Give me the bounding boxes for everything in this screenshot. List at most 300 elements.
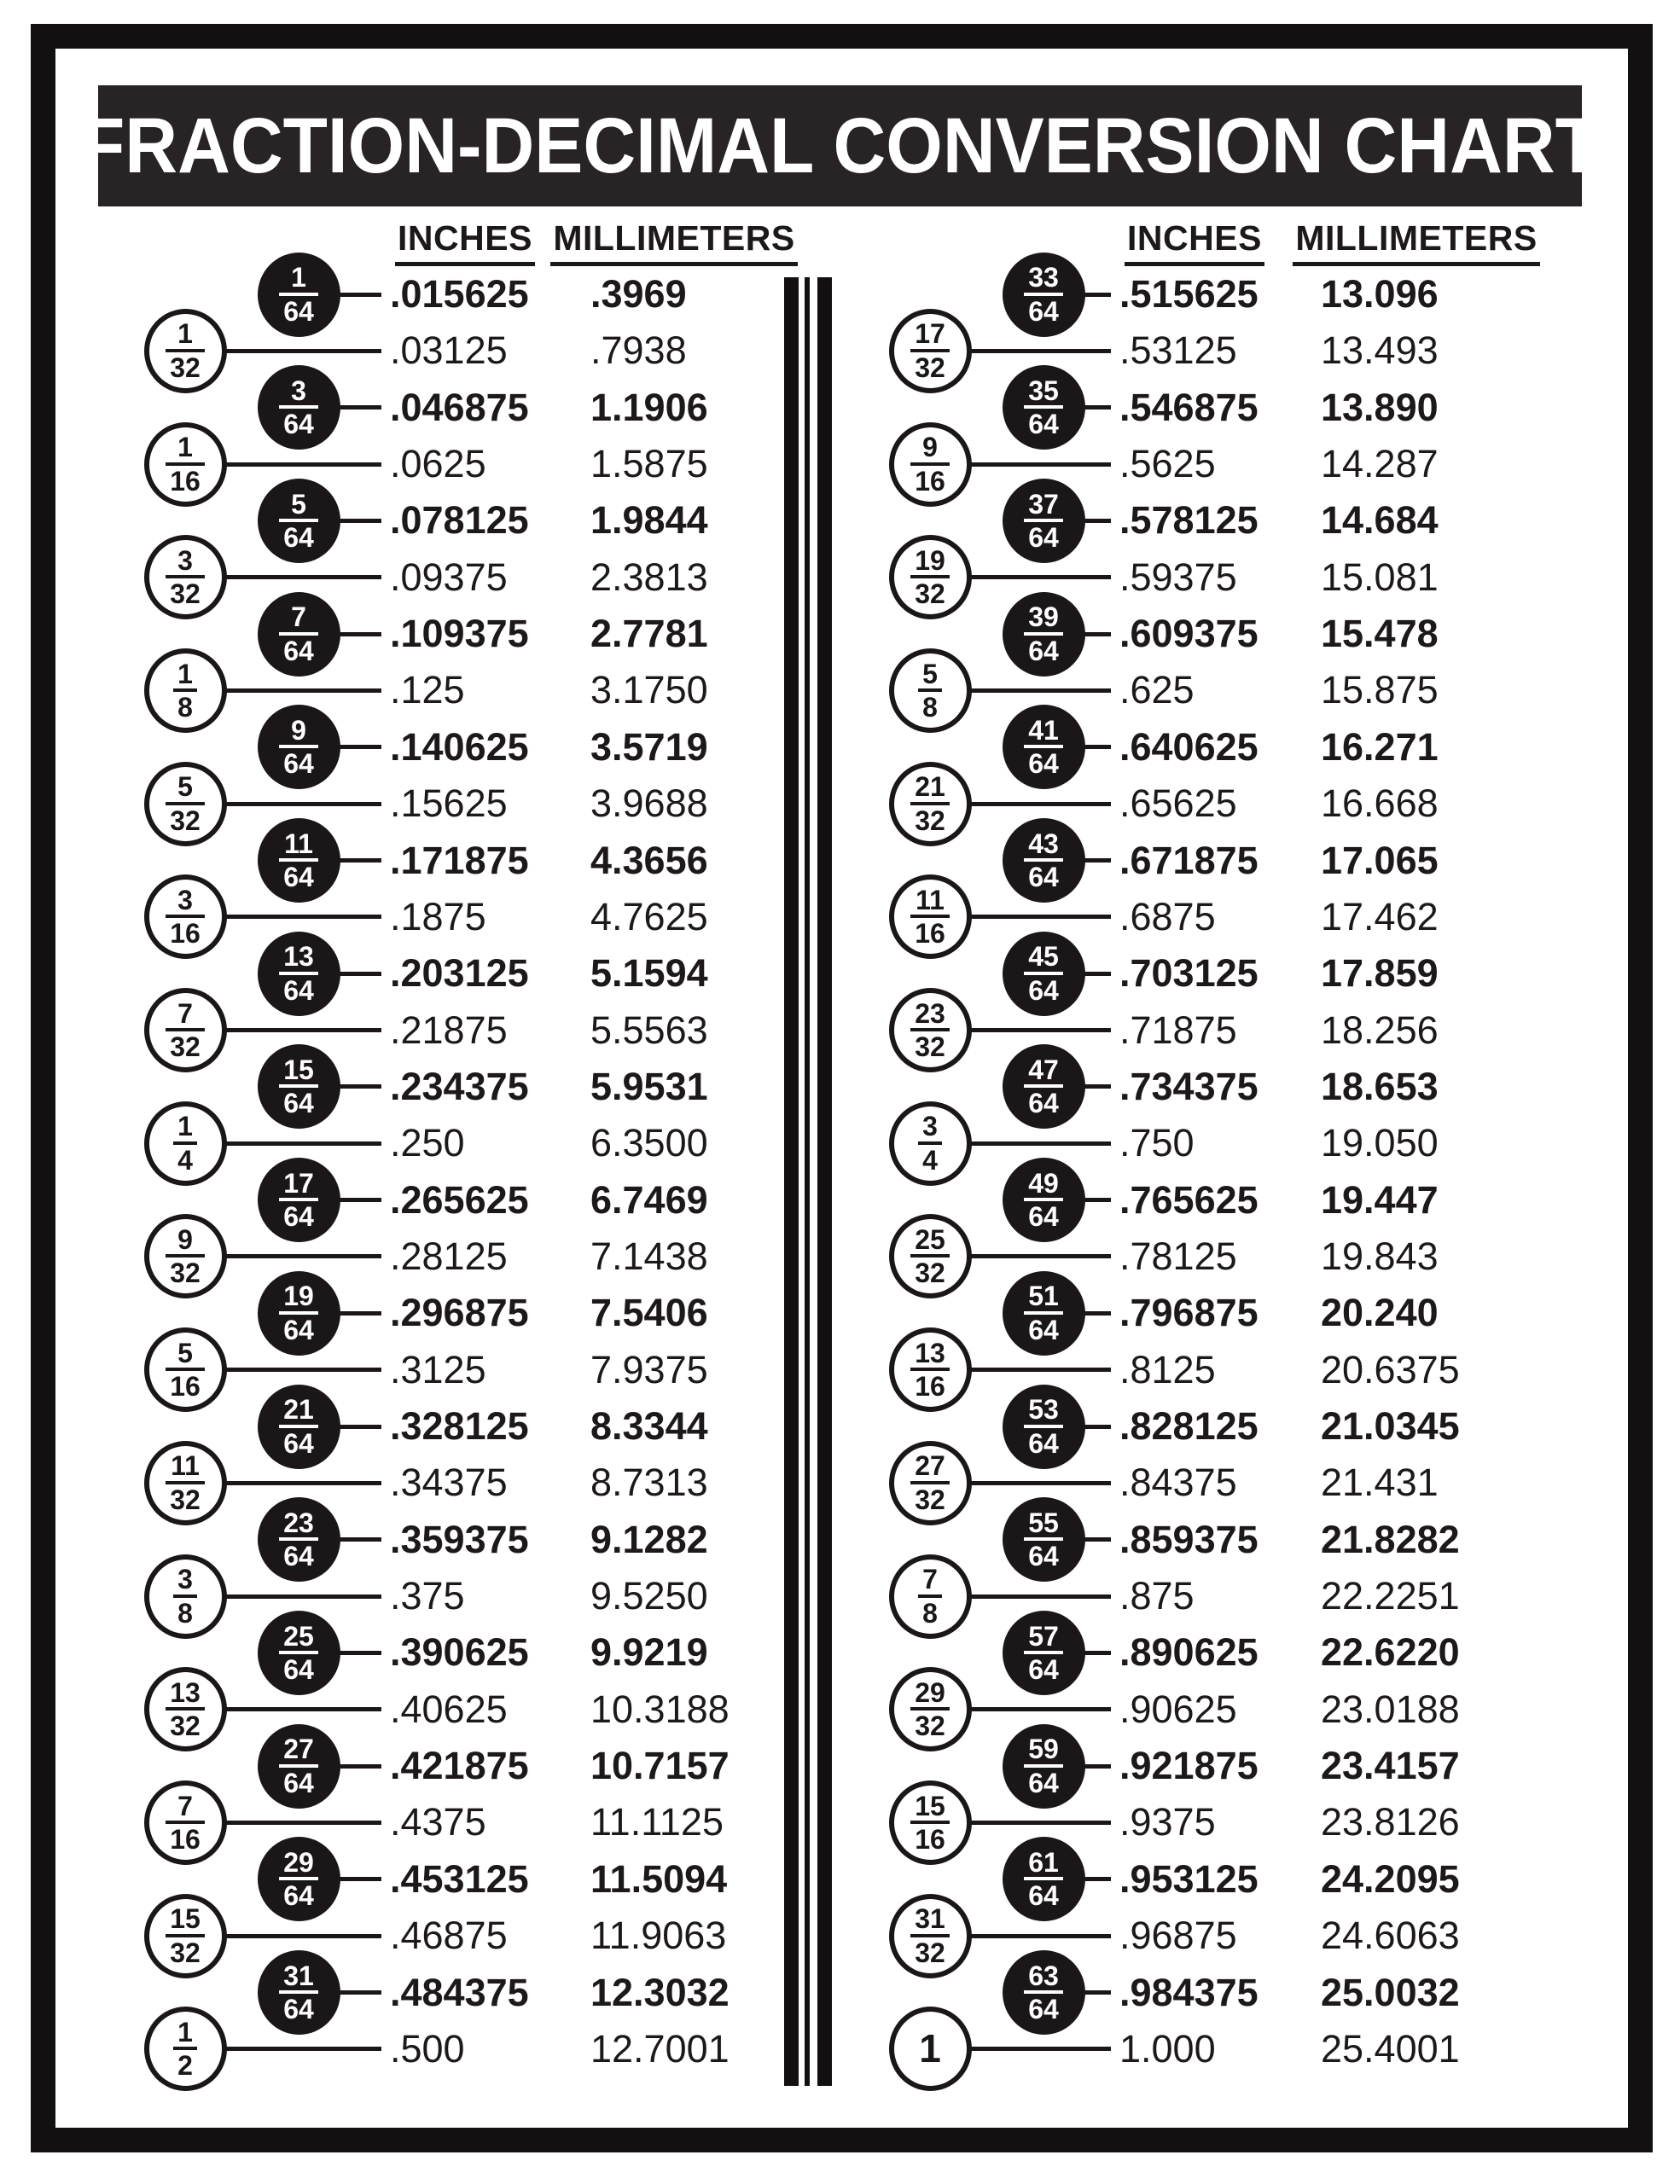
- fraction-circle: [258, 1044, 340, 1129]
- fraction-denominator: 32: [166, 1481, 205, 1513]
- fraction-label: [1024, 1736, 1063, 1796]
- leader-line: [224, 802, 382, 806]
- inches-value: .750: [1119, 1121, 1195, 1165]
- fraction-numerator: 15: [170, 1903, 201, 1935]
- fraction-numerator: 21: [915, 771, 945, 803]
- leader-line: [968, 802, 1112, 806]
- mm-value: 5.1594: [590, 951, 708, 996]
- leader-line: [224, 688, 382, 693]
- fraction-numerator: 25: [283, 1620, 314, 1652]
- inches-value: .4375: [390, 1800, 486, 1844]
- fraction-circle: [144, 648, 227, 733]
- fraction-label: [166, 1903, 205, 1968]
- fraction-label: [910, 318, 950, 383]
- inches-value: .250: [390, 1121, 465, 1165]
- fraction-numerator: 5: [291, 488, 306, 520]
- fraction-denominator: 64: [279, 972, 318, 1003]
- mm-value: 20.240: [1321, 1291, 1439, 1335]
- inches-value: .34375: [390, 1461, 508, 1505]
- inches-value: .234375: [390, 1064, 529, 1108]
- fraction-numerator: 19: [283, 1281, 314, 1312]
- fraction-label: [166, 771, 205, 836]
- fraction-denominator: 16: [910, 462, 950, 494]
- fraction-label: [1024, 375, 1063, 440]
- fraction-label: [1024, 1394, 1063, 1459]
- fraction-label: [166, 1450, 205, 1515]
- leader-line: [968, 1821, 1112, 1825]
- fraction-circle: [258, 818, 340, 903]
- fraction-numerator: 7: [177, 1790, 193, 1821]
- fraction-label: [1024, 1167, 1063, 1233]
- fraction-label: [1024, 1620, 1063, 1685]
- leader-line: [337, 1537, 382, 1542]
- mm-value: 10.7157: [590, 1744, 730, 1788]
- leader-line: [337, 972, 382, 976]
- leader-line: [968, 1594, 1112, 1599]
- inches-value: .546875: [1119, 385, 1259, 429]
- leader-line: [224, 1481, 382, 1485]
- fraction-label: [166, 432, 205, 497]
- inches-value: .40625: [390, 1687, 508, 1731]
- leader-line: [1082, 1311, 1112, 1316]
- leader-line: [1082, 1198, 1112, 1202]
- fraction-circle: [144, 1780, 227, 1865]
- fraction-circle: [1003, 818, 1085, 903]
- fraction-circle: [258, 1385, 340, 1469]
- fraction-denominator: 8: [918, 1594, 942, 1626]
- mm-value: 15.875: [1321, 668, 1439, 712]
- fraction-numerator: 49: [1028, 1167, 1059, 1199]
- leader-line: [337, 1198, 382, 1202]
- fraction-numerator: 33: [1028, 262, 1059, 293]
- fraction-numerator: 7: [291, 601, 306, 633]
- fraction-circle: [144, 309, 227, 393]
- fraction-label: [910, 1224, 950, 1289]
- leader-line: [224, 349, 382, 353]
- leader-line: [337, 1990, 382, 1995]
- fraction-circle: [889, 422, 972, 507]
- leader-line: [1082, 293, 1112, 297]
- fraction-numerator: 17: [915, 318, 945, 350]
- leader-line: [224, 915, 382, 919]
- leader-line: [1082, 405, 1112, 410]
- mm-value: 22.6220: [1321, 1630, 1460, 1675]
- fraction-denominator: 64: [1024, 293, 1063, 324]
- leader-line: [224, 1821, 382, 1825]
- inches-value: .171875: [390, 838, 529, 882]
- mm-value: 19.050: [1321, 1121, 1439, 1165]
- leader-line: [337, 405, 382, 410]
- fraction-numerator: 23: [283, 1507, 314, 1538]
- fraction-numerator: 13: [170, 1676, 201, 1708]
- mm-value: 7.5406: [590, 1291, 708, 1335]
- fraction-circle: [1003, 1837, 1085, 1921]
- mm-value: 23.0188: [1321, 1687, 1460, 1731]
- mm-value: 3.9688: [590, 781, 708, 826]
- mm-value: 18.256: [1321, 1008, 1439, 1052]
- inches-value: .0625: [390, 442, 486, 486]
- inches-value: .328125: [390, 1404, 529, 1448]
- fraction-circle: [144, 1894, 227, 1978]
- inches-value: .46875: [390, 1914, 508, 1958]
- fraction-label: [166, 1224, 205, 1289]
- inches-value: .59375: [1119, 555, 1237, 599]
- mm-value: 1.9844: [590, 498, 708, 543]
- mm-value: 1.1906: [590, 385, 708, 429]
- inches-value: .015625: [390, 272, 529, 316]
- fraction-denominator: 16: [166, 1821, 205, 1852]
- fraction-circle: [144, 1327, 227, 1412]
- fraction-circle: [1003, 479, 1085, 563]
- inches-value: .90625: [1119, 1687, 1237, 1731]
- fraction-label: [279, 828, 318, 892]
- fraction-denominator: 32: [910, 1934, 950, 1966]
- fraction-denominator: 16: [910, 915, 950, 946]
- fraction-denominator: 64: [279, 858, 318, 890]
- fraction-denominator: 32: [910, 1254, 950, 1286]
- fraction-numerator: 3: [177, 544, 193, 576]
- title-bar: [80, 85, 1600, 206]
- inches-value: .875: [1119, 1574, 1195, 1618]
- mm-value: 5.9531: [590, 1064, 708, 1108]
- fraction-denominator: 64: [279, 1537, 318, 1569]
- fraction-numerator: 29: [283, 1846, 314, 1878]
- leader-line: [968, 2047, 1112, 2051]
- mm-value: 13.890: [1321, 385, 1439, 429]
- inches-value: .5625: [1119, 442, 1216, 486]
- inches-value: .609375: [1119, 612, 1259, 656]
- fraction-label: [1024, 828, 1063, 892]
- fraction-denominator: 64: [1024, 1990, 1063, 2022]
- mm-value: 19.447: [1321, 1177, 1439, 1222]
- leader-line: [337, 1651, 382, 1655]
- fraction-denominator: 32: [166, 1254, 205, 1286]
- leader-line: [1082, 1084, 1112, 1089]
- fraction-circle: [889, 988, 972, 1072]
- fraction-numerator: 1: [177, 1111, 193, 1142]
- mm-value: 13.096: [1321, 272, 1439, 316]
- fraction-circle: [889, 1554, 972, 1639]
- fraction-label: [910, 1337, 950, 1403]
- fraction-numerator: 1: [177, 2016, 193, 2048]
- fraction-label: [279, 1620, 318, 1685]
- mm-value: 6.7469: [590, 1177, 708, 1222]
- fraction-denominator: 64: [1024, 1311, 1063, 1343]
- fraction-label: [166, 1676, 205, 1742]
- fraction-numerator: 11: [916, 884, 945, 915]
- fraction-label: [910, 1903, 950, 1968]
- fraction-denominator: 64: [1024, 745, 1063, 776]
- center-divider-bar: [817, 277, 832, 2086]
- mm-value: 16.271: [1321, 724, 1439, 769]
- leader-line: [968, 575, 1112, 579]
- mm-value: 24.2095: [1321, 1856, 1460, 1901]
- mm-value: 24.6063: [1321, 1914, 1460, 1958]
- inches-value: .859375: [1119, 1517, 1259, 1561]
- fraction-denominator: 2: [173, 2047, 197, 2078]
- inches-value: .703125: [1119, 951, 1259, 996]
- fraction-denominator: 64: [1024, 405, 1063, 437]
- mm-value: 20.6375: [1321, 1347, 1460, 1391]
- left-inches-header: INCHES: [375, 218, 555, 266]
- fraction-label: [1024, 714, 1063, 780]
- leader-line: [1082, 745, 1112, 749]
- inches-value: .140625: [390, 724, 529, 769]
- inches-value: .3125: [390, 1347, 486, 1391]
- fraction-numerator: 1: [177, 432, 193, 463]
- mm-value: 2.7781: [590, 612, 708, 656]
- fraction-label: [1024, 1507, 1063, 1572]
- fraction-label: [279, 375, 318, 440]
- mm-value: 1.5875: [590, 442, 708, 486]
- leader-line: [224, 1028, 382, 1032]
- fraction-denominator: 8: [918, 688, 942, 720]
- fraction-numerator: 47: [1028, 1054, 1059, 1085]
- fraction-numerator: 3: [177, 884, 193, 915]
- mm-value: 15.478: [1321, 612, 1439, 656]
- fraction-numerator: 5: [177, 771, 193, 803]
- fraction-numerator: 31: [915, 1903, 945, 1935]
- inches-value: .578125: [1119, 498, 1259, 543]
- fraction-numerator: 3: [177, 1564, 193, 1595]
- fraction-label: [279, 262, 318, 327]
- inches-value: .984375: [1119, 1970, 1259, 2014]
- mm-value: 8.3344: [590, 1404, 708, 1448]
- fraction-circle: [144, 535, 227, 619]
- fraction-circle: [1003, 365, 1085, 450]
- mm-value: 5.5563: [590, 1008, 708, 1052]
- fraction-denominator: 32: [166, 1028, 205, 1060]
- fraction-circle: [889, 648, 972, 733]
- inches-value: .828125: [1119, 1404, 1259, 1448]
- fraction-denominator: 32: [910, 802, 950, 834]
- fraction-label: [279, 1167, 318, 1233]
- fraction-circle: [1003, 1271, 1085, 1356]
- inches-value: .515625: [1119, 272, 1259, 316]
- mm-value: .7938: [590, 328, 687, 373]
- fraction-label: [919, 2026, 941, 2071]
- inches-value: .921875: [1119, 1744, 1259, 1788]
- mm-value: 25.4001: [1321, 2026, 1460, 2071]
- leader-line: [1082, 1877, 1112, 1881]
- inches-value: .796875: [1119, 1291, 1259, 1335]
- fraction-numerator: 11: [171, 1450, 200, 1482]
- fraction-circle: [1003, 1158, 1085, 1242]
- fraction-circle: [258, 1950, 340, 2035]
- fraction-label: [173, 1111, 197, 1176]
- fraction-circle: [258, 1837, 340, 1921]
- inches-value: .953125: [1119, 1856, 1259, 1901]
- leader-line: [337, 632, 382, 636]
- mm-value: 21.8282: [1321, 1517, 1460, 1561]
- fraction-circle: [889, 1441, 972, 1525]
- mm-value: 8.7313: [590, 1461, 708, 1505]
- inches-value: .65625: [1119, 781, 1237, 826]
- mm-value: 16.668: [1321, 781, 1439, 826]
- inches-value: .203125: [390, 951, 529, 996]
- fraction-denominator: 64: [1024, 858, 1063, 890]
- fraction-numerator: 17: [283, 1167, 314, 1199]
- fraction-denominator: 64: [1024, 632, 1063, 664]
- fraction-circle: [889, 1327, 972, 1412]
- fraction-denominator: 32: [166, 1707, 205, 1739]
- fraction-label: [166, 884, 205, 950]
- fraction-label: [910, 1676, 950, 1742]
- leader-line: [968, 349, 1112, 353]
- fraction-denominator: 8: [173, 688, 197, 720]
- fraction-circle: [1003, 1950, 1085, 2035]
- fraction-label: [166, 318, 205, 383]
- fraction-denominator: 64: [279, 1651, 318, 1682]
- mm-value: 7.1438: [590, 1234, 708, 1278]
- leader-line: [1082, 1651, 1112, 1655]
- fraction-denominator: 32: [910, 1028, 950, 1060]
- fraction-denominator: 64: [279, 745, 318, 776]
- fraction-denominator: 64: [1024, 1198, 1063, 1229]
- leader-line: [968, 1141, 1112, 1146]
- fraction-denominator: 64: [279, 405, 318, 437]
- fraction-numerator: 15: [283, 1054, 314, 1085]
- fraction-circle: [258, 253, 340, 337]
- inches-value: .734375: [1119, 1064, 1259, 1108]
- leader-line: [968, 1934, 1112, 1938]
- fraction-label: [166, 544, 205, 610]
- fraction-denominator: 64: [1024, 1084, 1063, 1116]
- fraction-label: [279, 941, 318, 1006]
- fraction-numerator: 3: [922, 1111, 938, 1142]
- fraction-circle: [144, 762, 227, 846]
- inches-value: 1.000: [1119, 2026, 1216, 2071]
- fraction-numerator: 51: [1028, 1281, 1059, 1312]
- fraction-circle: [1003, 1497, 1085, 1582]
- leader-line: [337, 1084, 382, 1089]
- fraction-numerator: 23: [915, 997, 945, 1029]
- fraction-denominator: 64: [279, 1764, 318, 1796]
- fraction-denominator: 8: [173, 1594, 197, 1626]
- fraction-circle: [258, 592, 340, 677]
- inches-value: .265625: [390, 1177, 529, 1222]
- fraction-numerator: 31: [283, 1960, 314, 1991]
- fraction-numerator: 55: [1028, 1507, 1059, 1538]
- fraction-label: [166, 997, 205, 1063]
- fraction-circle: [889, 535, 972, 619]
- fraction-numerator: 63: [1028, 1960, 1059, 1991]
- mm-value: 21.0345: [1321, 1404, 1460, 1448]
- leader-line: [968, 1707, 1112, 1711]
- fraction-label: [173, 658, 197, 723]
- inches-value: .6875: [1119, 894, 1216, 938]
- fraction-numerator: 27: [283, 1734, 314, 1765]
- fraction-numerator: 59: [1028, 1734, 1059, 1765]
- fraction-label: [279, 1054, 318, 1119]
- leader-line: [968, 462, 1112, 467]
- leader-line: [1082, 519, 1112, 523]
- fraction-label: [279, 1394, 318, 1459]
- inches-value: .8125: [1119, 1347, 1216, 1391]
- mm-value: 14.287: [1321, 442, 1439, 486]
- mm-value: 4.7625: [590, 894, 708, 938]
- fraction-circle: [889, 1214, 972, 1298]
- mm-value: 25.0032: [1321, 1970, 1460, 2014]
- fraction-denominator: 64: [279, 1425, 318, 1456]
- fraction-circle: [258, 705, 340, 789]
- mm-value: 18.653: [1321, 1064, 1439, 1108]
- fraction-numerator: 39: [1028, 601, 1059, 633]
- fraction-label: [910, 771, 950, 836]
- mm-value: 12.7001: [590, 2026, 730, 2071]
- fraction-label: [279, 1846, 318, 1912]
- leader-line: [968, 1254, 1112, 1258]
- fraction-denominator: 16: [166, 462, 205, 494]
- leader-line: [1082, 972, 1112, 976]
- inches-value: .96875: [1119, 1914, 1237, 1958]
- mm-value: 9.9219: [590, 1630, 708, 1675]
- fraction-label: [166, 1790, 205, 1855]
- leader-line: [968, 915, 1112, 919]
- fraction-numerator: 57: [1028, 1620, 1059, 1652]
- fraction-numerator: 15: [915, 1790, 945, 1821]
- fraction-label: [279, 488, 318, 553]
- mm-value: 12.3032: [590, 1970, 730, 2014]
- mm-value: .3969: [590, 272, 687, 316]
- fraction-circle: [144, 1214, 227, 1298]
- inches-value: .9375: [1119, 1800, 1216, 1844]
- fraction-label: [910, 1450, 950, 1515]
- inches-value: .28125: [390, 1234, 508, 1278]
- fraction-circle: [258, 1158, 340, 1242]
- fraction-numerator: 21: [283, 1394, 314, 1426]
- inches-value: .046875: [390, 385, 529, 429]
- fraction-circle: [144, 2007, 227, 2091]
- fraction-circle: [889, 1667, 972, 1751]
- fraction-numerator: 7: [177, 997, 193, 1029]
- fraction-label: [910, 997, 950, 1063]
- fraction-numerator: 37: [1028, 488, 1059, 520]
- mm-value: 22.2251: [1321, 1574, 1460, 1618]
- fraction-numerator: 1: [919, 2026, 941, 2071]
- fraction-numerator: 45: [1028, 941, 1059, 973]
- leader-line: [968, 1028, 1112, 1032]
- fraction-denominator: 16: [166, 915, 205, 946]
- inches-value: .296875: [390, 1291, 529, 1335]
- mm-value: 17.462: [1321, 894, 1439, 938]
- fraction-denominator: 16: [166, 1368, 205, 1399]
- fraction-numerator: 41: [1028, 714, 1059, 746]
- fraction-denominator: 32: [166, 1934, 205, 1966]
- inches-value: .500: [390, 2026, 465, 2071]
- fraction-numerator: 27: [915, 1450, 945, 1482]
- fraction-numerator: 9: [177, 1224, 193, 1256]
- fraction-label: [918, 658, 942, 723]
- leader-line: [968, 688, 1112, 693]
- fraction-circle: [258, 1724, 340, 1809]
- fraction-numerator: 13: [915, 1337, 945, 1368]
- fraction-numerator: 19: [915, 544, 945, 576]
- fraction-numerator: 61: [1028, 1846, 1059, 1878]
- fraction-label: [910, 432, 950, 497]
- leader-line: [968, 1481, 1112, 1485]
- leader-line: [224, 1594, 382, 1599]
- fraction-label: [918, 1111, 942, 1176]
- fraction-denominator: 32: [166, 802, 205, 834]
- leader-line: [224, 575, 382, 579]
- fraction-label: [910, 884, 950, 950]
- inches-value: .21875: [390, 1008, 508, 1052]
- fraction-denominator: 16: [910, 1368, 950, 1399]
- fraction-label: [166, 1337, 205, 1403]
- fraction-circle: [889, 874, 972, 959]
- mm-value: 6.3500: [590, 1121, 708, 1165]
